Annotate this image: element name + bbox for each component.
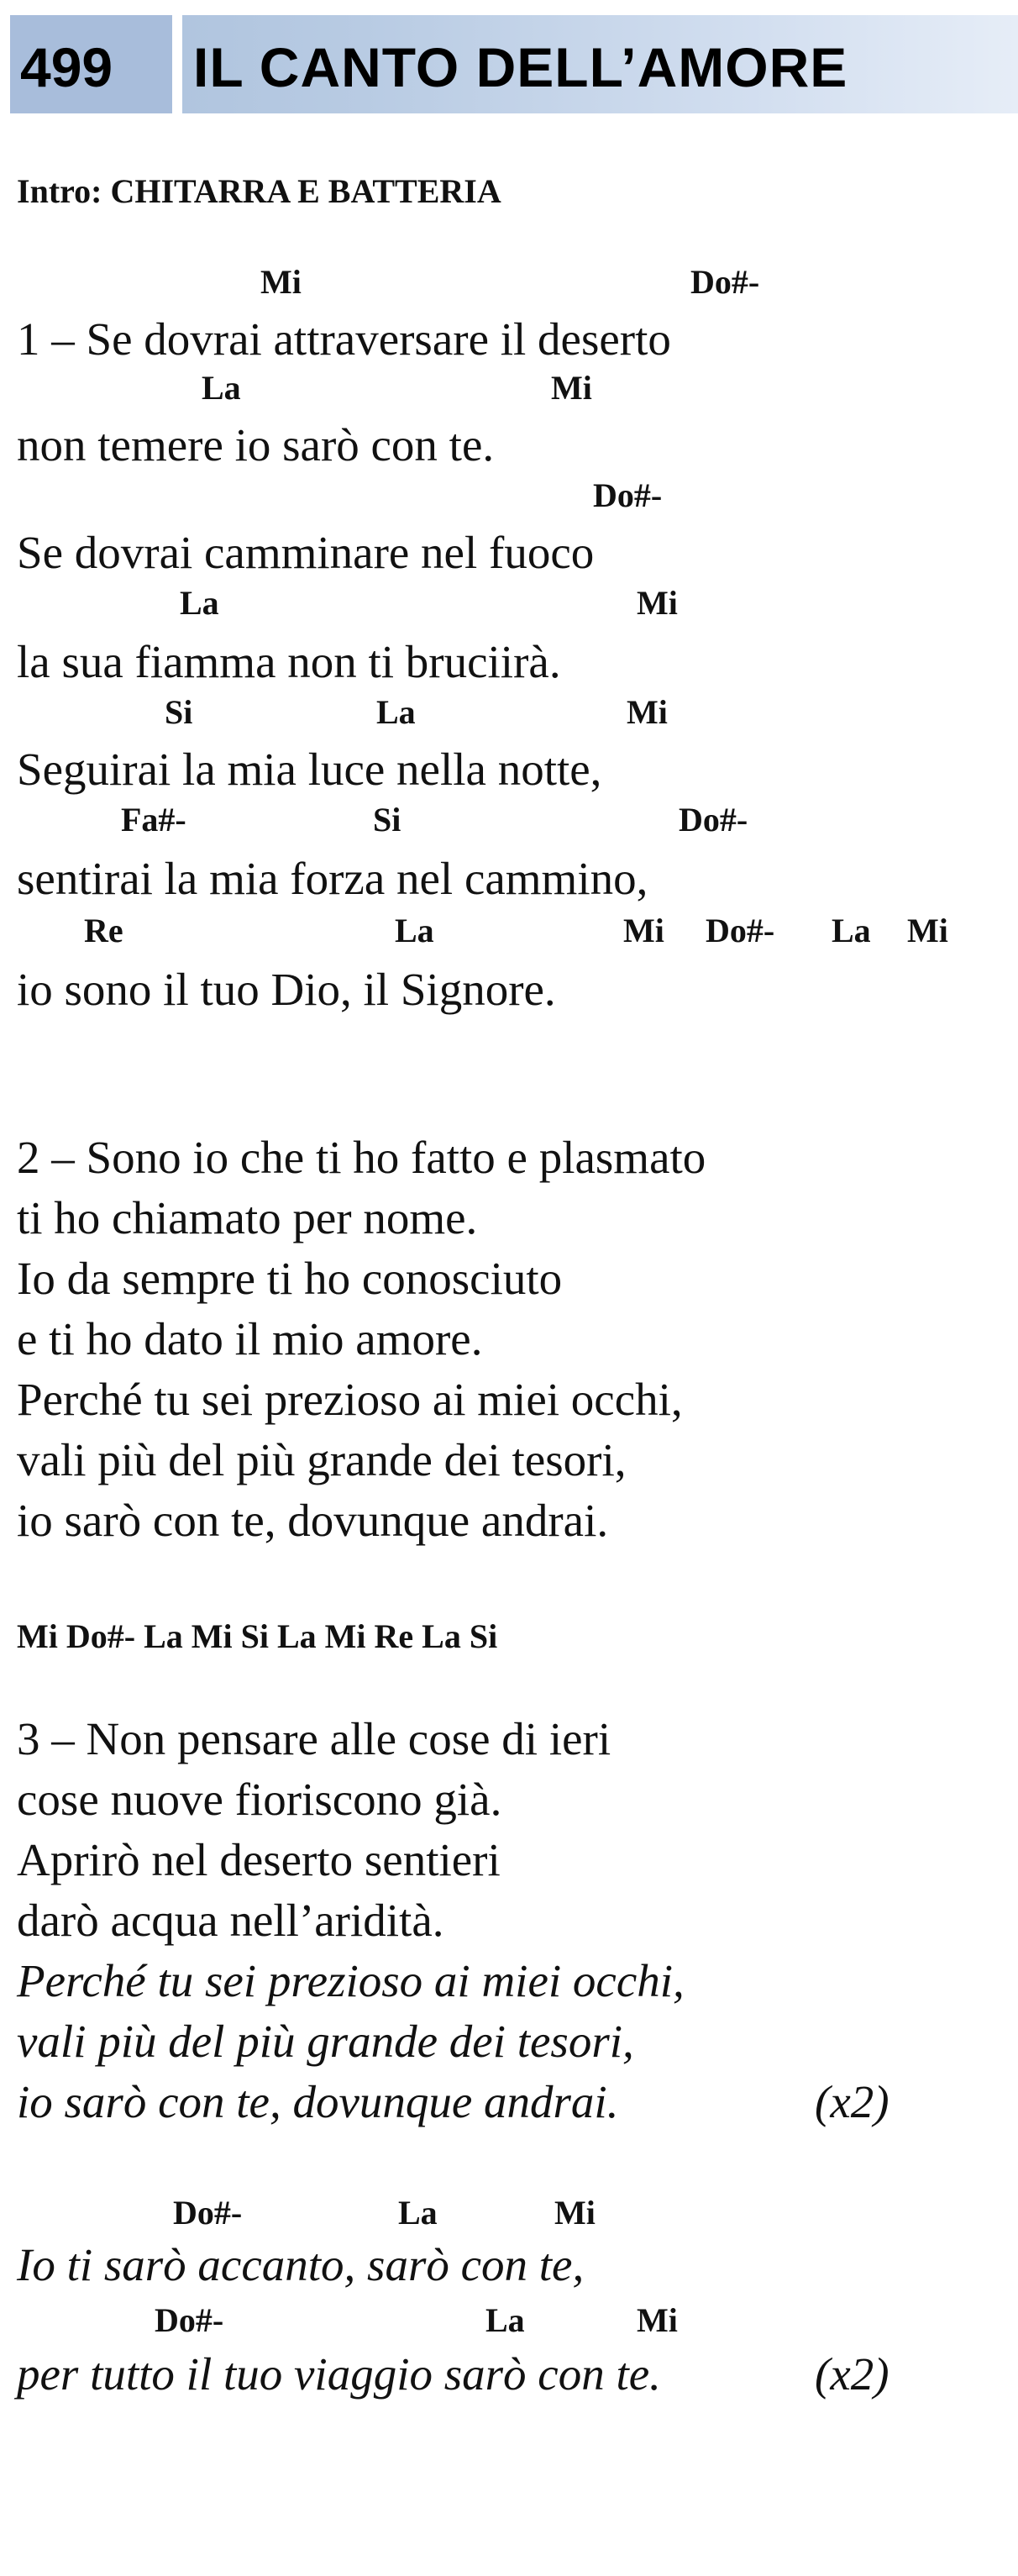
lyric-line: ti ho chiamato per nome.: [17, 1192, 478, 1243]
song-title: IL CANTO DELL’AMORE: [193, 36, 848, 98]
song-header: [10, 15, 1018, 113]
chord: Mi: [637, 2301, 678, 2339]
chord: La: [395, 912, 434, 949]
chord: La: [180, 584, 219, 622]
chord: Mi: [551, 369, 592, 407]
italic-lyric-line: Io ti sarò accanto, sarò con te,: [17, 2239, 585, 2290]
chord: Mi: [623, 912, 664, 949]
chord: Mi: [637, 584, 678, 622]
italic-lyric-line: vali più del più grande dei tesori,: [17, 2016, 634, 2067]
chord: La: [376, 693, 416, 731]
chord: Do#-: [690, 263, 760, 301]
lyric-line: io sarò con te, dovunque andrai.: [17, 1495, 609, 1546]
chord: Re: [84, 912, 123, 949]
chord: Do#-: [173, 2194, 243, 2232]
lyric-line: Perché tu sei prezioso ai miei occhi,: [17, 1374, 683, 1425]
italic-lyric-line: io sarò con te, dovunque andrai.: [17, 2076, 619, 2127]
lyric-line: e ti ho dato il mio amore.: [17, 1313, 483, 1364]
lyric-line: darò acqua nell’aridità.: [17, 1895, 444, 1946]
chord: Fa#-: [121, 801, 186, 839]
repeat-marker: (x2): [815, 2076, 889, 2127]
italic-lyric-line: Perché tu sei prezioso ai miei occhi,: [17, 1955, 685, 2006]
chord: Do#-: [155, 2301, 224, 2339]
chord: La: [398, 2194, 438, 2232]
chord: Do#-: [593, 476, 663, 514]
interlude-chords: Mi Do#- La Mi Si La Mi Re La Si: [17, 1617, 498, 1655]
chord: Do#-: [706, 912, 775, 949]
lyric-line: non temere io sarò con te.: [17, 419, 495, 471]
italic-lyric-line: per tutto il tuo viaggio sarò con te.: [17, 2348, 661, 2400]
lyric-line: Se dovrai camminare nel fuoco: [17, 527, 595, 578]
lyric-line: io sono il tuo Dio, il Signore.: [17, 964, 556, 1015]
lyric-line: 3 – Non pensare alle cose di ieri: [17, 1713, 611, 1764]
chord: Mi: [907, 912, 948, 949]
chord: Do#-: [679, 801, 748, 839]
chord: La: [485, 2301, 525, 2339]
lyric-line: sentirai la mia forza nel cammino,: [17, 853, 648, 904]
chord: Mi: [260, 263, 302, 301]
lyric-line: la sua fiamma non ti bruciirà.: [17, 636, 561, 687]
lyric-line: vali più del più grande dei tesori,: [17, 1434, 627, 1485]
chord: La: [832, 912, 871, 949]
intro-line: Intro: CHITARRA E BATTERIA: [17, 172, 501, 210]
chord: Si: [165, 693, 193, 731]
lyric-line: cose nuove fioriscono già.: [17, 1774, 502, 1825]
chord: Si: [373, 801, 401, 839]
lyric-line: Seguirai la mia luce nella notte,: [17, 744, 602, 795]
lyric-line: 2 – Sono io che ti ho fatto e plasmato: [17, 1132, 706, 1183]
chord: Mi: [554, 2194, 596, 2232]
repeat-marker: (x2): [815, 2348, 889, 2400]
lyric-line: Io da sempre ti ho conosciuto: [17, 1253, 563, 1304]
lyric-line: 1 – Se dovrai attraversare il deserto: [17, 313, 671, 365]
chord: Mi: [627, 693, 668, 731]
header-divider: [172, 15, 182, 113]
song-number: 499: [20, 36, 113, 98]
chord: La: [202, 369, 241, 407]
lyric-line: Aprirò nel deserto sentieri: [17, 1834, 501, 1885]
